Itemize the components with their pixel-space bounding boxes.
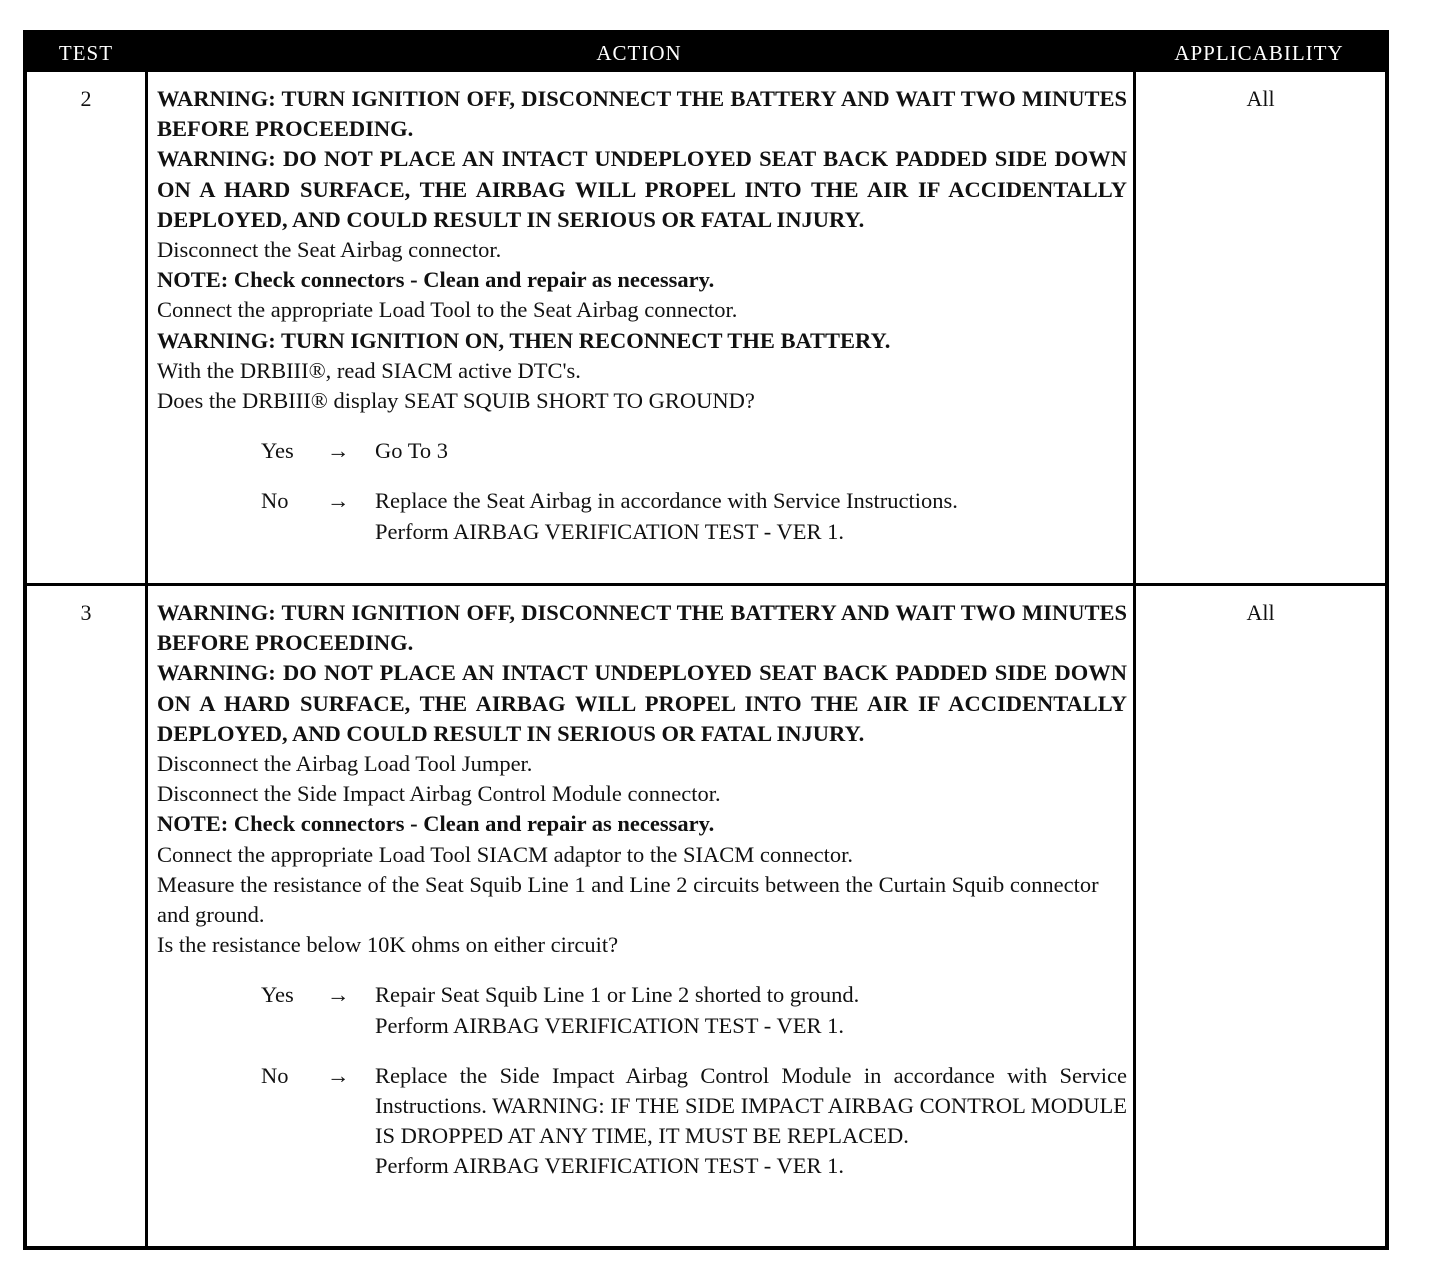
choice-text (375, 486, 1127, 546)
choice-no (157, 486, 1127, 546)
arrow-right-icon: → (327, 488, 350, 514)
choice-line: Perform AIRBAG VERIFICATION TEST - VER 1. (375, 1012, 844, 1038)
instruction-text: Does the DRBIII® display SEAT SQUIB SHORT TO GROUND? (157, 388, 755, 414)
choice-line: Replace the Side Impact Airbag Control Module in accordance with Service Instructions. WARNING: IF THE SIDE IMPACT AIRBAG CONTROL MODULE IS DROPPED AT ANY TIME, IT MUST BE REPLACED. (375, 1062, 1127, 1149)
warning-text: NOTE: Check connectors - Clean and repair as necessary. (157, 267, 715, 293)
instruction-text: Is the resistance below 10K ohms on either circuit? (157, 932, 619, 958)
warning-text: WARNING: DO NOT PLACE AN INTACT UNDEPLOYED SEAT BACK PADDED SIDE DOWN ON A HARD SURFACE, THE AIRBAG WILL PROPEL INTO THE AIR IF ACCIDENTALLY DEPLOYED, AND COULD RESULT IN SERIOUS OR FATAL INJURY. (157, 660, 1127, 746)
instruction-text: With the DRBIII®, read SIACM active DTC's. (157, 357, 581, 383)
instruction-text: Disconnect the Side Impact Airbag Control Module connector. (157, 781, 721, 807)
instruction-text: Measure the resistance of the Seat Squib Line 1 and Line 2 circuits between the Curtain Squib connector and ground. (157, 871, 1099, 928)
choice-label: Yes (261, 438, 294, 464)
choice-line: Go To 3 (375, 438, 449, 464)
applicability-cell: All (1246, 600, 1275, 625)
arrow-right-icon: → (327, 1062, 350, 1088)
header-applicability: APPLICABILITY (1174, 41, 1344, 65)
choice-line: Perform AIRBAG VERIFICATION TEST - VER 1. (375, 1153, 844, 1179)
choice-label: No (261, 488, 289, 514)
column-divider (1133, 72, 1136, 1250)
instruction-text: Disconnect the Airbag Load Tool Jumper. (157, 751, 533, 777)
action-cell (157, 84, 1127, 547)
diagnostic-test-table (23, 30, 1389, 1250)
arrow-right-icon: → (327, 982, 350, 1008)
instruction-text: Connect the appropriate Load Tool SIACM adaptor to the SIACM connector. (157, 841, 853, 867)
warning-text: WARNING: TURN IGNITION OFF, DISCONNECT THE BATTERY AND WAIT TWO MINUTES BEFORE PROCEEDING. (157, 86, 1127, 142)
header-test: TEST (58, 41, 114, 65)
test-number: 2 (80, 86, 92, 111)
choice-text (375, 436, 1127, 466)
choice-no (157, 1061, 1127, 1182)
instruction-text: Disconnect the Seat Airbag connector. (157, 237, 502, 263)
test-number: 3 (80, 600, 92, 625)
table-row (27, 72, 1385, 586)
applicability-cell: All (1246, 86, 1275, 111)
header-action: ACTION (596, 41, 682, 65)
action-cell (157, 598, 1127, 1182)
choice-label: Yes (261, 982, 294, 1008)
choice-line: Perform AIRBAG VERIFICATION TEST - VER 1. (375, 518, 844, 544)
column-divider (145, 72, 148, 1250)
document-page (23, 30, 1389, 1250)
choice-line: Repair Seat Squib Line 1 or Line 2 shorted to ground. (375, 982, 860, 1008)
choice-yes (157, 436, 1127, 466)
table-header-row (27, 34, 1385, 72)
instruction-text: Connect the appropriate Load Tool to the Seat Airbag connector. (157, 297, 738, 323)
warning-text: NOTE: Check connectors - Clean and repair as necessary. (157, 811, 715, 837)
warning-text: WARNING: TURN IGNITION OFF, DISCONNECT THE BATTERY AND WAIT TWO MINUTES BEFORE PROCEEDING. (157, 600, 1127, 656)
choice-text (375, 980, 1127, 1040)
choice-yes (157, 980, 1127, 1040)
arrow-right-icon: → (327, 438, 350, 464)
warning-text: WARNING: TURN IGNITION ON, THEN RECONNECT THE BATTERY. (157, 327, 891, 353)
choice-line: Replace the Seat Airbag in accordance with Service Instructions. (375, 488, 958, 514)
table-row (27, 586, 1385, 1250)
choice-label: No (261, 1062, 289, 1088)
choice-text (375, 1061, 1127, 1182)
warning-text: WARNING: DO NOT PLACE AN INTACT UNDEPLOYED SEAT BACK PADDED SIDE DOWN ON A HARD SURFACE, THE AIRBAG WILL PROPEL INTO THE AIR IF ACCIDENTALLY DEPLOYED, AND COULD RESULT IN SERIOUS OR FATAL INJURY. (157, 146, 1127, 232)
